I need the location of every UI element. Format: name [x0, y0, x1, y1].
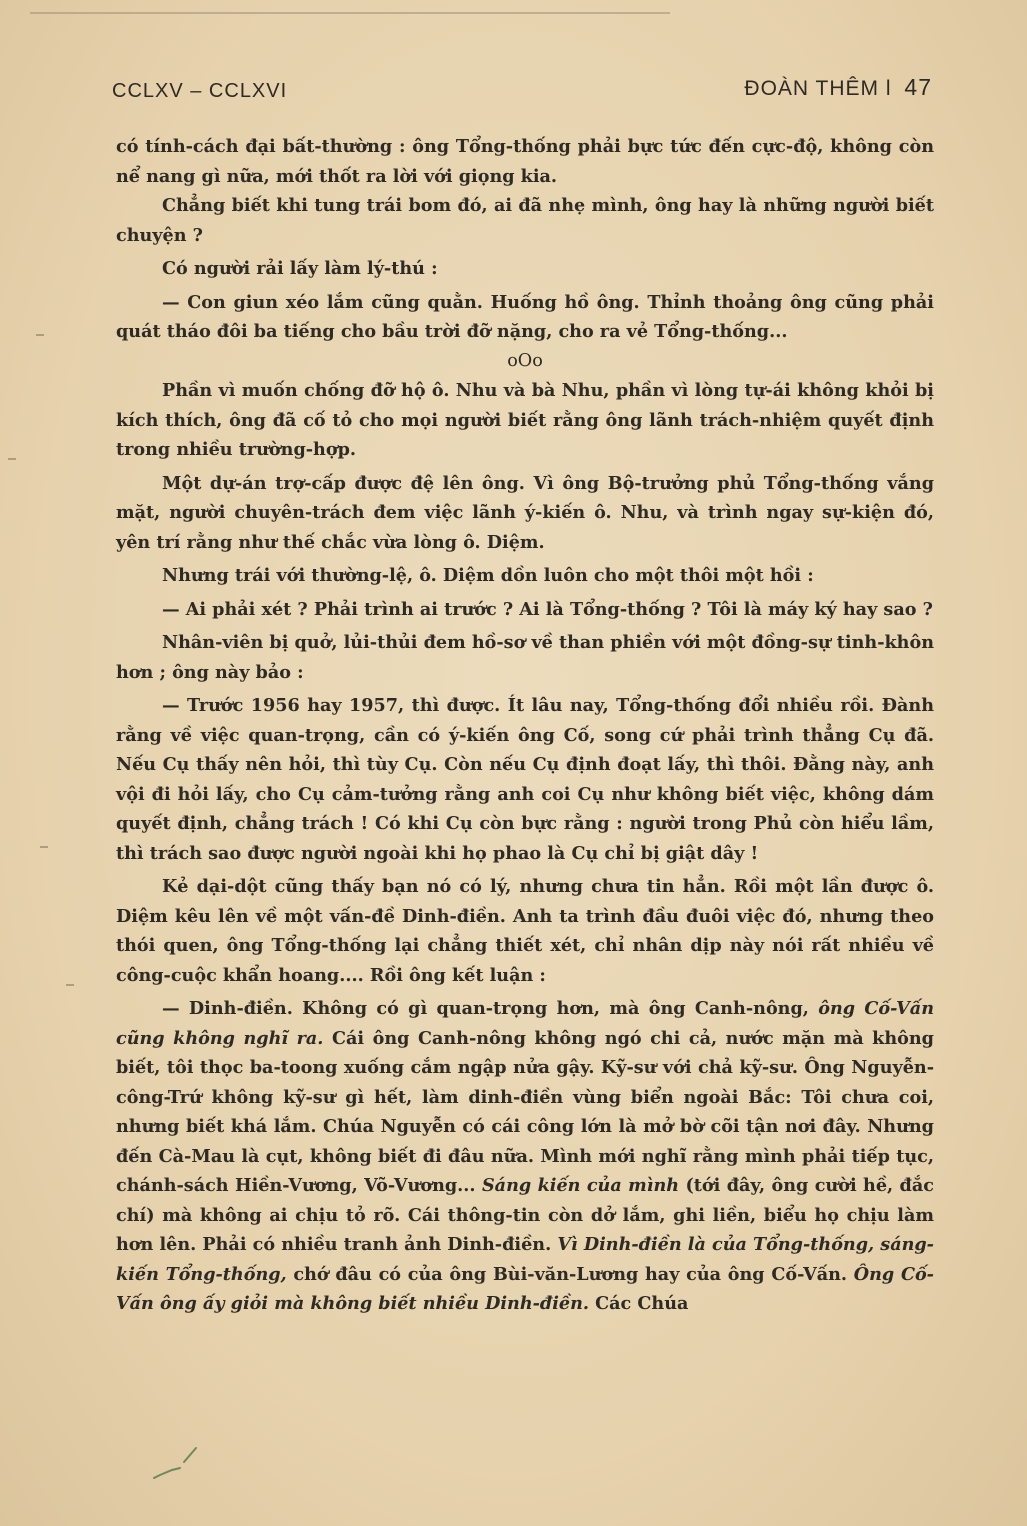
italic-run: Vì Dinh-điền là của Tổng-thống, sáng-kiến Tổng-thống,: [116, 1234, 934, 1285]
paragraph: Nhưng trái với thường-lệ, ô. Diệm dồn luôn cho một thôi một hồi :: [162, 565, 814, 586]
italic-run: Ông Cố-Vấn ông ấy giỏi mà không biết nhiều Dinh-điền.: [116, 1263, 934, 1314]
text-run: chớ đâu có của ông Bùi-văn-Lương hay của ông Cố-Vấn.: [293, 1263, 848, 1285]
paragraph: Một dự-án trợ-cấp được đệ lên ông. Vì ông Bộ-trưởng phủ Tổng-thống vắng mặt, người chuyên-trách đem việc lãnh ý-kiến ô. Nhu, và trình ngay sự-kiện đó, yên trí rằng như thế chắc vừa lòng ô. Diệm.: [116, 472, 934, 553]
italic-run: Sáng kiến của mình: [481, 1175, 680, 1196]
author-name: ĐOÀN THÊM: [744, 77, 880, 100]
page-edge-line: [30, 12, 670, 14]
margin-mark: [40, 846, 48, 848]
header-right: [744, 74, 932, 101]
dialogue-paragraph: — Ai phải xét ? Phải trình ai trước ? Ai là Tổng-thống ? Tôi là máy ký hay sao ?: [162, 598, 933, 620]
paragraph: có tính-cách đại bất-thường : ông Tổng-thống phải bực tức đến cực-độ, không còn nể nang gì nữa, mới thốt ra lời với giọng kia.: [116, 136, 934, 187]
text-run: (tới đây, ông cười hề, đắc chí) mà không ai chịu tỏ rõ. Cái thông-tin còn dở lắm, ghi liền, biểu họ chịu làm hơn lên. Phải có nhiều tranh ảnh Dinh-điền.: [116, 1175, 934, 1255]
section-separator: oOo: [507, 350, 543, 371]
text-run: Các Chúa: [595, 1293, 689, 1314]
dialogue-paragraph: — Trước 1956 hay 1957, thì được. Ít lâu nay, Tổng-thống đổi nhiều rồi. Đành rằng về việc quan-trọng, cần có ý-kiến ông Cố, song cứ phải trình thẳng Cụ đã. Nếu Cụ thấy nên hỏi, thì tùy Cụ. Còn nếu Cụ định đoạt lấy, thì thôi. Đằng này, anh vội đi hỏi lấy, cho Cụ cảm-tưởng rằng anh coi Cụ như không biết việc, không dám quyết định, chẳng trách ! Có khi Cụ còn bực rằng : người trong Phủ còn hiểu lầm, thì trách sao được người ngoài khi họ phao là Cụ chỉ bị giật dây !: [116, 695, 934, 864]
paragraph: Phần vì muốn chống đỡ hộ ô. Nhu và bà Nhu, phần vì lòng tự-ái không khỏi bị kích thích, ông đã cố tỏ cho mọi người biết rằng ông lãnh trách-nhiệm quyết định trong nhiều trường-hợp.: [116, 380, 934, 460]
margin-mark: [8, 458, 16, 460]
body-text: [116, 132, 934, 1319]
pencil-mark-icon: [150, 1444, 210, 1484]
italic-run: ông Cố-Vấn cũng không nghĩ ra.: [116, 998, 934, 1049]
dialogue-paragraph: — Con giun xéo lắm cũng quằn. Huống hồ ông. Thỉnh thoảng ông cũng phải quát tháo đôi ba tiếng cho bầu trời đỡ nặng, cho ra vẻ Tổng-thống...: [116, 291, 934, 342]
text-run: Cái ông Canh-nông không ngó chi cả, nước mặn mà không biết, tôi thọc ba-toong xuống cắm ngập nửa gậy. Kỹ-sư với chả kỹ-sư. Ông Nguyễn-công-Trứ không kỹ-sư gì hết, làm dinh-điền vùng biển ngoài Bắc: Tôi chưa coi, nhưng biết khá lắm. Chúa Nguyễn có cái công lớn là mở bờ cõi tận nơi đây. Nhưng đến Cà-Mau là cụt, không biết đi đâu nữa. Mình mới nghĩ rằng mình phải tiếp tục, chánh-sách Hiền-Vương, Võ-Vương...: [116, 1027, 934, 1196]
header-divider: l: [885, 77, 892, 100]
paragraph: Nhân-viên bị quở, lủi-thủi đem hồ-sơ về than phiền với một đồng-sự tinh-khôn hơn ; ông này bảo :: [116, 632, 934, 683]
margin-mark: [66, 984, 74, 986]
page-number: 47: [904, 74, 932, 100]
final-dialogue-paragraph: [116, 994, 934, 1319]
running-header: [112, 74, 932, 110]
section-numbers: CCLXV – CCLXVI: [112, 80, 288, 102]
paragraph: Chẳng biết khi tung trái bom đó, ai đã nhẹ mình, ông hay là những người biết chuyện ?: [116, 195, 934, 246]
paragraph: Có người rải lấy làm lý-thú :: [162, 258, 438, 279]
paragraph: Kẻ dại-dột cũng thấy bạn nó có lý, nhưng chưa tin hẳn. Rồi một lần được ô. Diệm kêu lên về một vấn-đề Dinh-điền. Anh ta trình đầu đuôi việc đó, nhưng theo thói quen, ông Tổng-thống lại chẳng thiết xét, chỉ nhân dịp này nói rất nhiều về công-cuộc khẩn hoang.... Rồi ông kết luận :: [116, 876, 934, 986]
text-run: — Dinh-điền. Không có gì quan-trọng hơn, mà ông Canh-nông,: [162, 998, 809, 1019]
margin-mark: [36, 334, 44, 336]
